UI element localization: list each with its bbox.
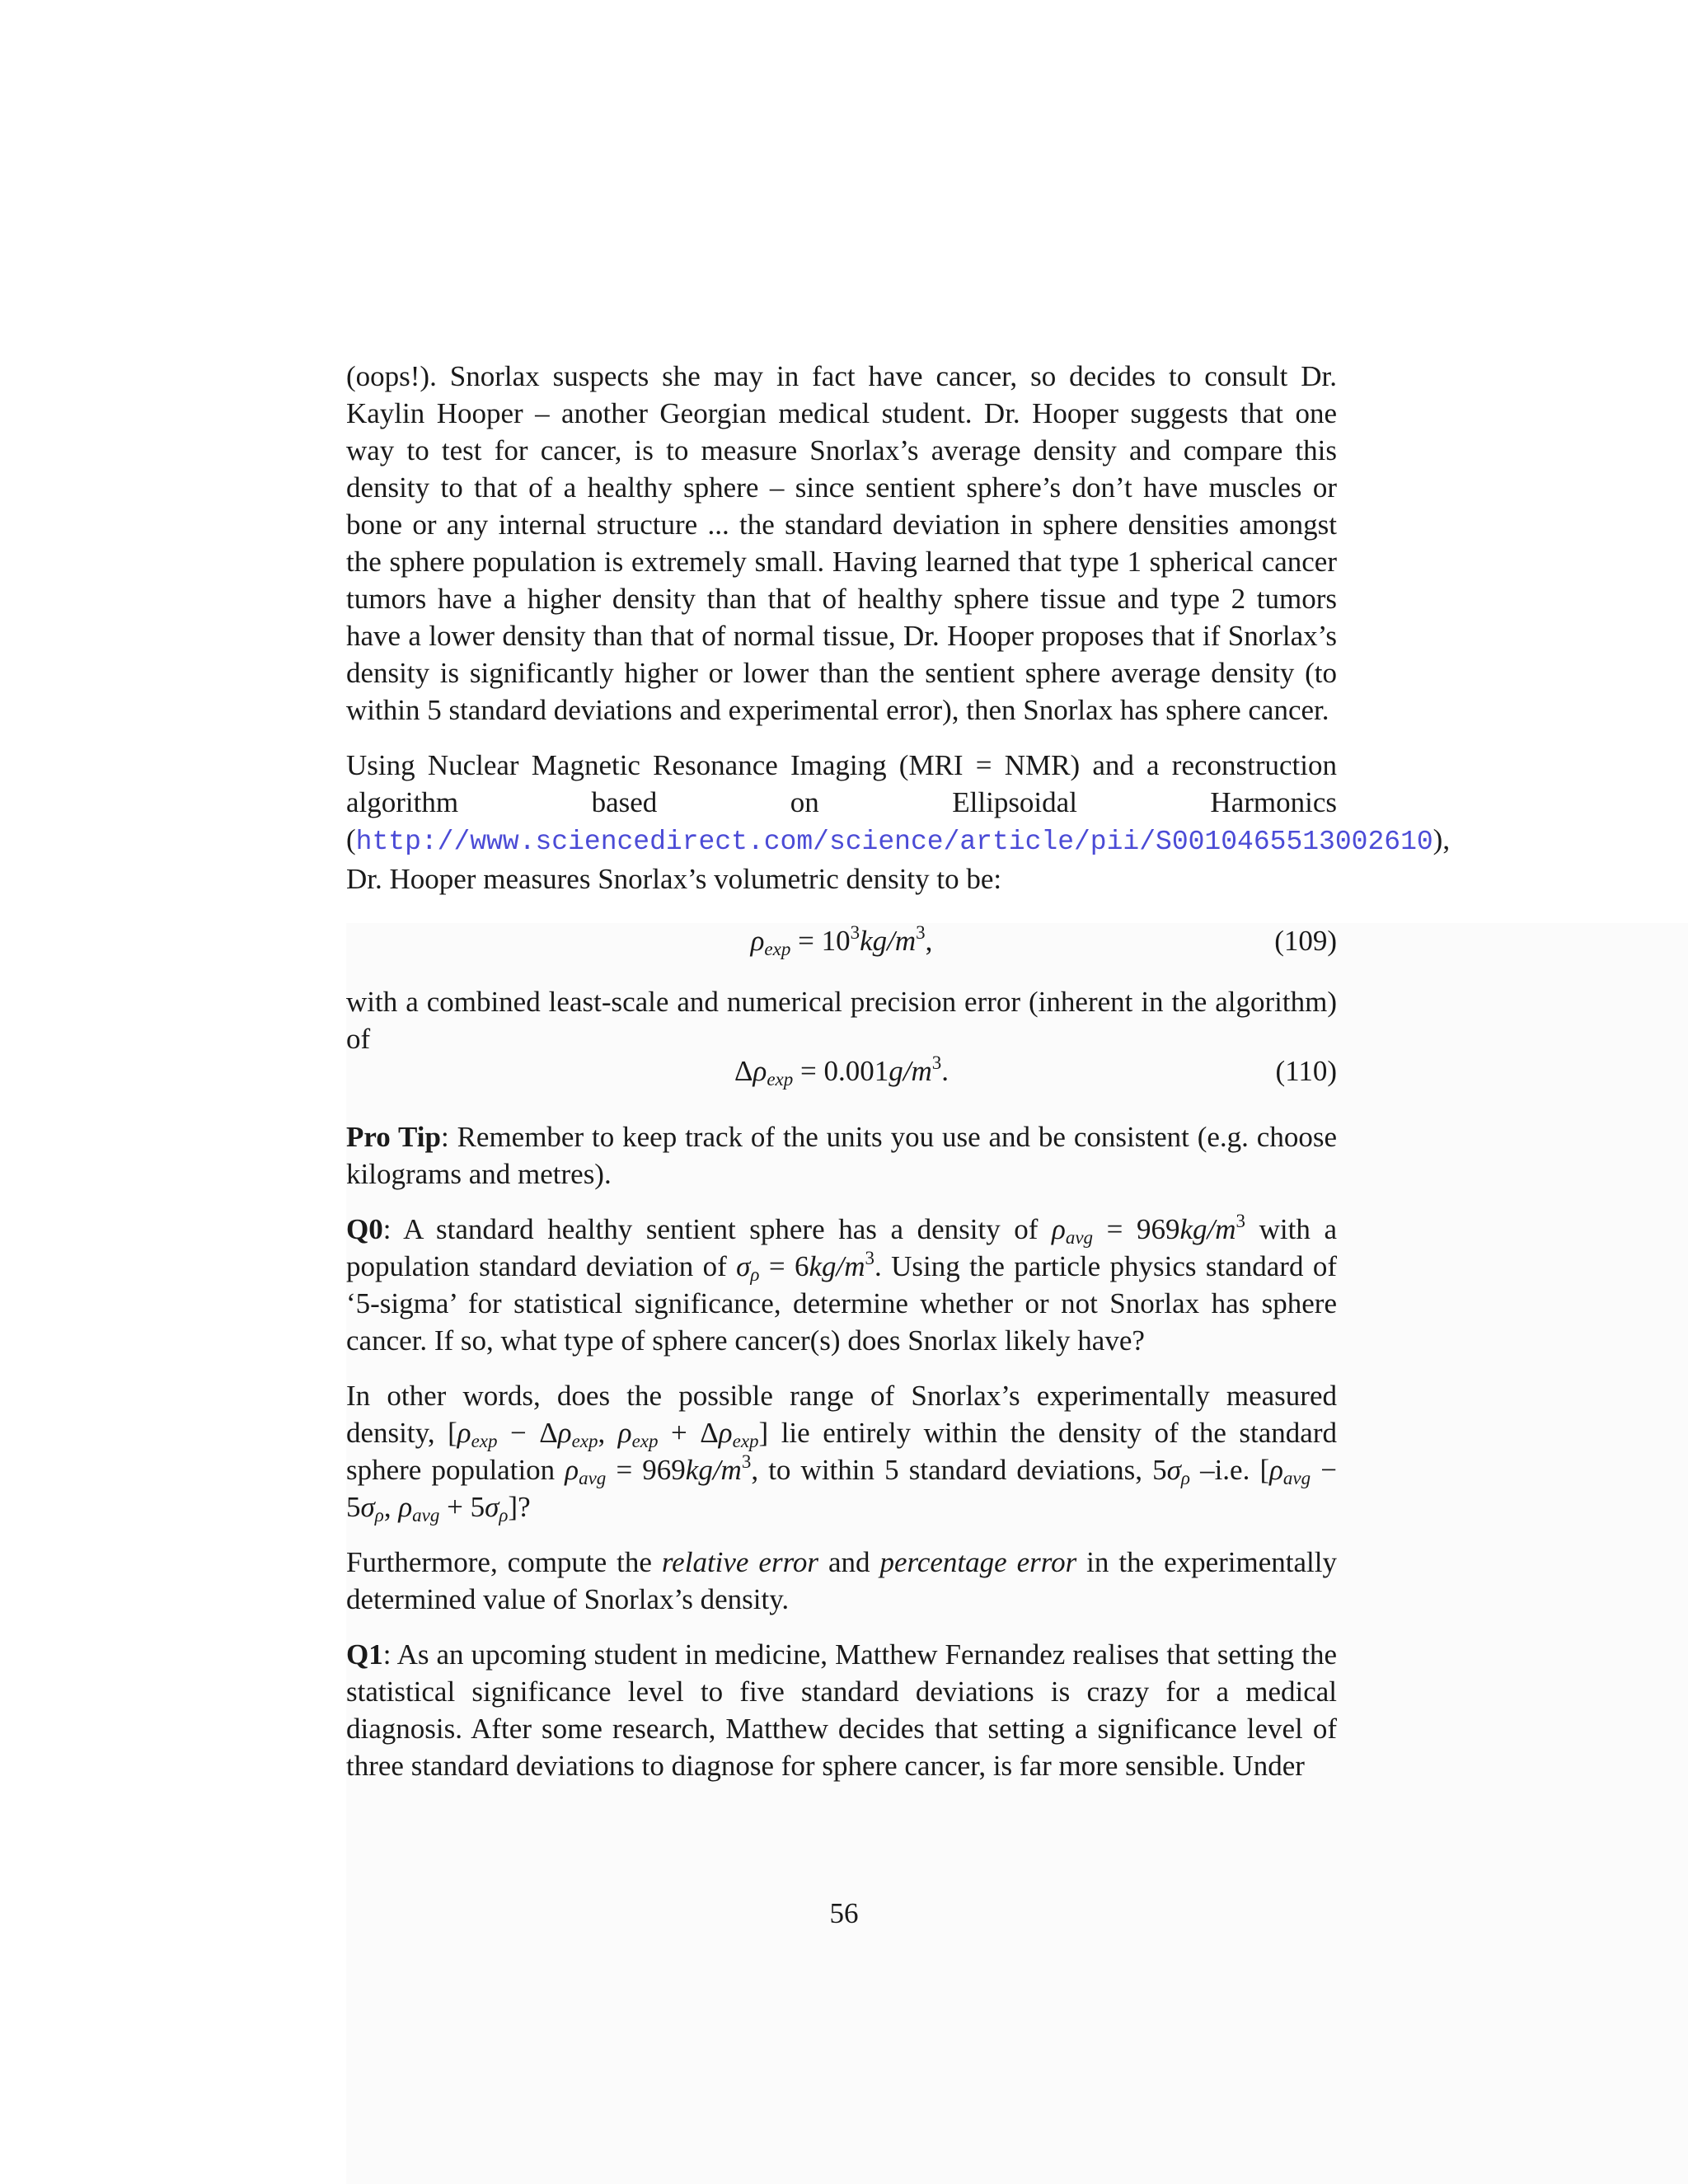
mri-text-start: Using Nuclear Magnetic Resonance Imaging (MRI = NMR) and a reconstruction algorithm based on Ellipsoidal Harmonics ( [346, 749, 1337, 855]
page-body [346, 358, 1451, 1802]
sciencedirect-link[interactable]: http://www.sciencedirect.com/science/article/pii/S0010465513002610 [355, 827, 1433, 857]
q0-text-b: with a population standard deviation of [346, 1213, 1337, 1282]
five-sigma-math: $5\sigma_\rho$ [1152, 1454, 1190, 1488]
equation-110-number: (110) [1275, 1055, 1337, 1087]
equation-109-number: (109) [1274, 925, 1337, 957]
ow-text-e: ? [518, 1491, 531, 1523]
further-text-a: Furthermore, compute the [346, 1546, 662, 1578]
equation-110-expression: $\Delta\rho_{exp} = 0.001g/m^3$. [734, 1052, 949, 1090]
equation-109-expression: $\rho_{exp} = 10^3kg/m^3$, [750, 922, 933, 959]
mri-text-end: ), Dr. Hooper measures Snorlax’s volumetric density to be: [346, 823, 1451, 895]
pro-tip-text: : Remember to keep track of the units you use and be consistent (e.g. choose kilograms and metres). [346, 1121, 1337, 1190]
percentage-error-term: percentage error [879, 1546, 1077, 1578]
pro-tip-label: Pro Tip [346, 1121, 441, 1153]
q0-label: Q0 [346, 1213, 383, 1245]
page-number: 56 [829, 1897, 859, 1929]
q1-text: : As an upcoming student in medicine, Matthew Fernandez realises that setting the statistical significance level to five standard deviations is crazy for a medical diagnosis. After some research, Matthew decides that setting a significance level of three standard deviations to diagnose for sphere cancer, is far more sensible. Under [346, 1638, 1337, 1782]
rho-avg-value-math: $\rho_{avg} = 969kg/m^3$ [565, 1451, 752, 1488]
further-text-b: and [818, 1546, 880, 1578]
q1-label: Q1 [346, 1638, 383, 1671]
paragraph-other-words [346, 1377, 1337, 1526]
paragraph-furthermore [346, 1544, 1337, 1618]
paragraph-error: with a combined least-scale and numerical precision error (inherent in the algorithm) of [346, 986, 1337, 1055]
range-avg-math: [$\rho_{avg} - 5\sigma_\rho$, $\rho_{avg} + 5\sigma_\rho$] [346, 1454, 1338, 1526]
ow-text-b: lie entirely within the density of the standard sphere population [346, 1417, 1337, 1486]
rho-avg-math: $\rho_{avg} = 969kg/m^3$ [1052, 1211, 1246, 1248]
paragraph-mri [346, 747, 1451, 898]
paragraph-pro-tip [346, 1118, 1337, 1193]
equation-109 [346, 916, 1337, 973]
paragraph-q0 [346, 1211, 1337, 1359]
q0-text-c: . Using the particle physics standard of ‘5-sigma’ for statistical significance, determine whether or not Snorlax has sphere cancer. If so, what type of sphere cancer(s) does Snorlax likely have? [346, 1250, 1337, 1357]
paragraph-intro: (oops!). Snorlax suspects she may in fact have cancer, so decides to consult Dr. Kaylin Hooper – another Georgian medical student. Dr. Hooper suggests that one way to test for cancer, is to measure Snorlax’s average density and compare this density to that of a healthy sphere – since sentient sphere’s don’t have muscles or bone or any internal structure ... the standard deviation in sphere densities amongst the sphere population is extremely small. Having learned that type 1 spherical cancer tumors have a higher density than that of healthy sphere tissue and type 2 tumors have a lower density than that of normal tissue, Dr. Hooper proposes that if Snorlax’s density is significantly higher or lower than the sentient sphere average density (to within 5 standard deviations and experimental error), then Snorlax has sphere cancer. [346, 360, 1337, 726]
ow-text-c: , to within 5 standard deviations, [751, 1454, 1153, 1486]
ow-text-d: –i.e. [1189, 1454, 1260, 1486]
paragraph-q1 [346, 1636, 1337, 1784]
q0-text-a: : A standard healthy sentient sphere has a density of [382, 1213, 1053, 1245]
equation-110 [346, 1052, 1337, 1102]
range-exp-math: [$\rho_{exp} - \Delta\rho_{exp}$, $\rho_{exp} + \Delta\rho_{exp}$] [448, 1417, 769, 1451]
further-text-c: in the experimentally determined value of Snorlax’s density. [346, 1546, 1337, 1615]
ow-text-a: In other words, does the possible range of Snorlax’s experimentally measured density, [346, 1380, 1337, 1449]
sigma-rho-math: $\sigma_\rho = 6kg/m^3$ [736, 1248, 874, 1285]
relative-error-term: relative error [661, 1546, 819, 1578]
